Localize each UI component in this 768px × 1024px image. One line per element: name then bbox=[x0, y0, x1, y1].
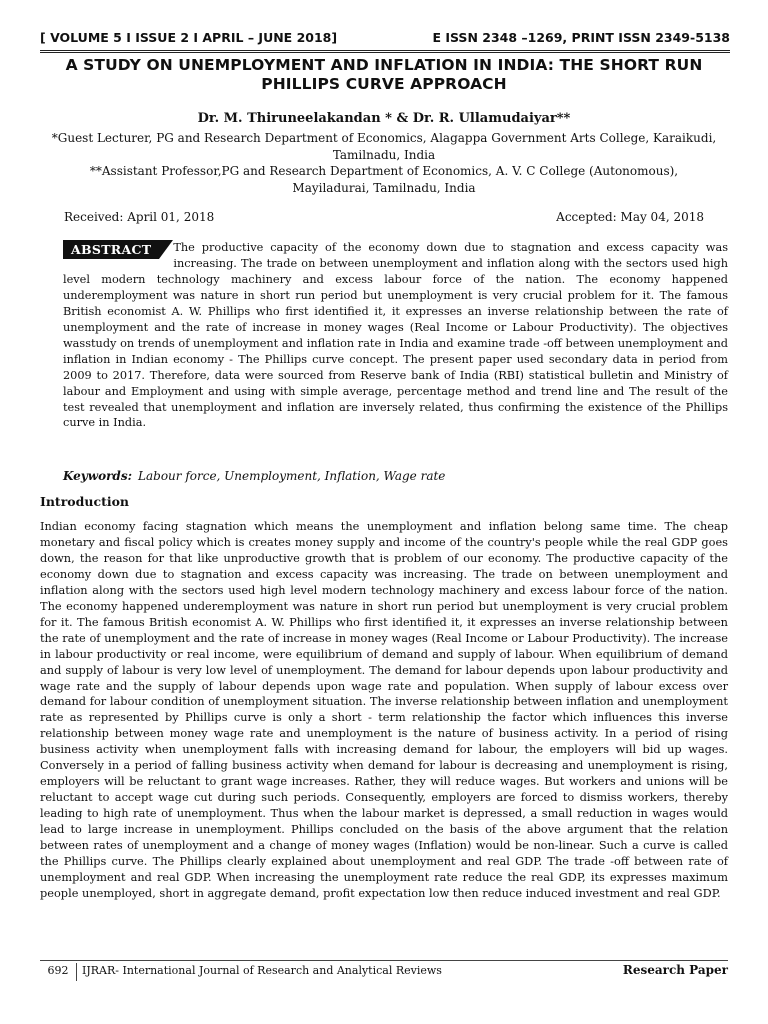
received-date: Received: April 01, 2018 bbox=[64, 210, 215, 224]
journal-name: IJRAR- International Journal of Research and Analytical Reviews bbox=[82, 964, 442, 977]
author-list: Dr. M. Thiruneelakandan * & Dr. R. Ullamudaiyar** bbox=[197, 111, 571, 126]
keywords-label: Keywords: bbox=[63, 469, 133, 483]
affiliations bbox=[50, 130, 718, 196]
affiliation-2: **Assistant Professor,PG and Research Department of Economics, A. V. C College (Autonomous), Mayiladurai, Tamilnadu, India bbox=[89, 164, 679, 195]
running-header bbox=[40, 28, 730, 53]
page-footer bbox=[40, 960, 728, 981]
submission-dates bbox=[64, 210, 704, 224]
introduction-heading: Introduction bbox=[40, 494, 130, 509]
issn-info: E ISSN 2348 –1269, PRINT ISSN 2349-5138 bbox=[432, 30, 730, 45]
paper-title: A STUDY ON UNEMPLOYMENT AND INFLATION IN INDIA: THE SHORT RUN PHILLIPS CURVE APPROACH bbox=[65, 56, 703, 93]
keywords-text: Labour force, Unemployment, Inflation, Wage rate bbox=[138, 469, 446, 483]
introduction-text: Indian economy facing stagnation which means the unemployment and inflation belong same time. The cheap monetary and fiscal policy which is creates money supply and income of the country's people while the real GDP goes down, the reason for that like unproductive growth that is problem of our economy. The productive capacity of the economy down due to stagnation and excess capacity was increasing. The trade on between unemployment and inflation along with the sectors used high level modern technology machinery and excess labour force of the nation. The economy happened underemployment was nature in short run period but unemployment is very crucial problem for it. The famous British economist A. W. Phillips who first identified it, it expresses an inverse relationship between the rate of unemployment and the rate of increase in money wages (Real Income or Labour Productivity). The increase in labour productivity or real income, were equilibrium of demand and supply of labour. When equilibrium of demand and supply of labour is very low level of unemployment. The demand for labour depends upon labour productivity and wage rate and the supply of labour depends upon wage rate and population. When supply of labour excess over demand for labour condition of unemployment situation. The inverse relationship between inflation and unemployment rate as represented by Phillips curve is only a short - term relationship the factor which influences this inverse relationship between money wage rate and unemployment is the nature of business activity. In a period of rising business activity when unemployment falls with increasing demand for labour, the employers will bid up wages. Conversely in a period of falling business activity when demand for labour is decreasing and unemployment is rising, employers will be reluctant to grant wage increases. Rather, they will reduce wages. But workers and unions will be reluctant to accept wage cut during such periods. Consequently, employers are forced to dismiss workers, thereby leading to high rate of unemployment. Thus when the labour market is depressed, a small reduction in wages would lead to large increase in unemployment. Phillips concluded on the basis of the above argument that the relation between rates of unemployment and a change of money wages (Inflation) would be non-linear. Such a curve is called the Phillips curve. The Phillips clearly explained about unemployment and real GDP. The trade -off between rate of unemployment and real GDP. When increasing the unemployment rate reduce the real GDP, its expresses maximum people unemployed, short in aggregate demand, profit expectation low then reduce induced investment and real GDP. bbox=[40, 519, 728, 900]
accepted-date: Accepted: May 04, 2018 bbox=[556, 210, 704, 224]
abstract-label: ABSTRACT bbox=[63, 240, 159, 259]
section-label: Research Paper bbox=[622, 963, 728, 977]
keywords bbox=[63, 469, 445, 483]
affiliation-1: *Guest Lecturer, PG and Research Department of Economics, Alagappa Government Arts College, Karaikudi, Tamilnadu, India bbox=[51, 131, 717, 162]
abstract-text: The productive capacity of the economy down due to stagnation and excess capacity was increasing. The trade on between unemployment and inflation along with the sectors used high level modern technology machinery and excess labour force of the nation. The economy happened underemployment was nature in short run period but unemployment is very crucial problem for it. The famous British economist A. W. Phillips who first identified it, it expresses an inverse relationship between the rate of unemployment and the rate of increase in money wages (Real Income or Labour Productivity). The objectives wasstudy on trends of unemployment and inflation rate in India and examine trade -off between unemployment and inflation in Indian economy - The Phillips curve concept. The present paper used secondary data in period from 2009 to 2017. Therefore, data were sourced from Reserve bank of India (RBI) statistical bulletin and Ministry of labour and Employment and using with simple average, percentage method and trend line and The result of the test revealed that unemployment and inflation are inversely related, thus confirming the existence of the Phillips curve in India. bbox=[63, 241, 728, 430]
page-number: 692 bbox=[40, 963, 77, 981]
abstract-paragraph bbox=[63, 240, 728, 431]
abstract-section bbox=[63, 240, 728, 431]
volume-issue-info: [ VOLUME 5 I ISSUE 2 I APRIL – JUNE 2018] bbox=[40, 30, 338, 45]
